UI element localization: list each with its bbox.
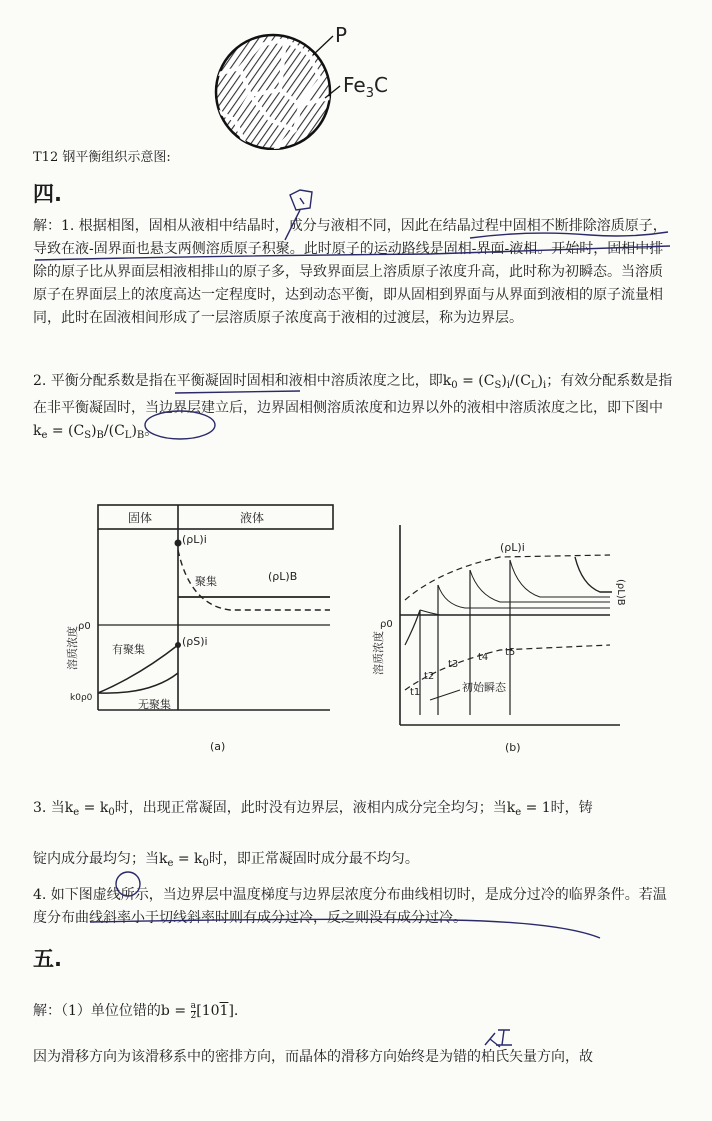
figure-b-initial-transient [350,515,640,765]
figure-b-caption: (b) [505,741,521,754]
rho0-label: ρ0 [78,621,91,632]
wavy-underline-2 [35,246,670,260]
accumulation-label: 聚集 [195,575,217,588]
rho-lb-label-b: (ρL)B [615,579,626,606]
rho-li-label: (ρL)i [182,533,207,546]
section-four-heading: 四. [33,182,62,206]
cementite-label: $Fe_3C$ [343,73,388,101]
t12-caption: T12 钢平衡组织示意图: [33,150,171,165]
with-accumulation-label: 有聚集 [112,643,145,656]
fraction-denominator: 2 [190,1010,197,1021]
answer-paragraph-5b: 因为滑移方向为该滑移系中的密排方向，而晶体的滑移方向始终是为错的柏氏矢量方向，故 [33,1049,593,1065]
t3-label: t3 [448,659,459,670]
answer-paragraph-3b: 锭内成分最均匀；当$k_e = k_0$时，即正常凝固时成分最不均匀。 [33,851,419,869]
pearlite-label: P [335,23,348,47]
circle-mark-2 [116,872,140,896]
rho-li-label-b: (ρL)i [500,541,525,554]
answer-paragraph-3a: 3. 当$k_e = k_0$时，出现正常凝固，此时没有边界层，液相内成分完全均匀；当$k_e = 1$时，铸 [33,800,593,818]
rho-lb-label: (ρL)B [268,570,298,583]
answer-paragraph-4: 4. 如下图虚线所示，当边界层中温度梯度与边界层浓度分布曲线相切时，是成分过冷的临界条件。若温度分布曲线斜率小于切线斜率时则有成分过冷，反之则没有成分过冷。 [33,887,667,926]
answer-paragraph-1: 解：1. 根据相图，固相从液相中结晶时，成分与液相不同，因此在结晶过程中固相不断排除溶质原子，导致在液-固界面也悬支两侧溶质原子积聚。此时原子的运动路线是固相-界面-液相。开始时，固相中排除的原子比从界面层相液相排山的原子多，导致界面层上溶质原子浓度升高，此时称为初瞬态。当溶质原子在界面层上的浓度高达一定程度时，达到动态平衡，即从固相到界面与从界面到液相的原子流量相同，此时在固液相间形成了一层溶质原子浓度高于液相的过渡层，称为边界层。 [33,218,667,326]
section-five-heading: 五. [33,947,62,971]
circle-mark [145,411,215,439]
answer-paragraph-5a: 解：（1）单位位错的b = $\frac{a}{2}$ [101]. [33,1000,239,1021]
underline-mark-2 [175,391,300,393]
figure-a-caption: (a) [210,740,226,753]
rho-si-label: (ρS)i [182,635,208,648]
t4-label: t4 [478,652,489,663]
rho0-label-b: ρ0 [380,619,393,630]
t12-microstructure-sketch [205,20,415,150]
answer-paragraph-2: 2. 平衡分配系数是指在平衡凝固时固相和液相中溶质浓度之比，即$k_0 = (C_S)_i/(C_L)_i$；有效分配系数是指在非平衡凝固时，当边界层建立后，边界固相侧溶质浓度和边界以外的液相中溶质浓度之比，即下图中$k_e = (C_S)_B/(C_L)_B$。 [33,373,673,441]
handwritten-note-mark [290,190,312,210]
overbar-digit: 1 [219,1003,229,1019]
figure-a-concentration-profile [40,495,340,765]
t5-label: t5 [505,647,516,658]
k0rho0-label: k0ρ0 [70,693,93,703]
wavy-underline-3 [90,919,600,938]
underline-mark [285,210,300,240]
wavy-underline-1 [470,232,668,238]
handwritten-annotations [0,180,712,460]
t2-label: t2 [424,671,435,682]
t1-label: t1 [410,687,421,698]
header-solid: 固体 [128,511,153,525]
y-axis-label-b: 溶质浓度 [372,631,385,675]
y-axis-label: 溶质浓度 [66,626,79,670]
initial-transient-label: 初始瞬态 [462,681,506,694]
paragraph-4-annotations [0,860,712,950]
no-accumulation-label: 无聚集 [138,698,171,711]
header-liquid: 液体 [240,511,265,525]
fraction-numerator: a [190,1000,197,1011]
